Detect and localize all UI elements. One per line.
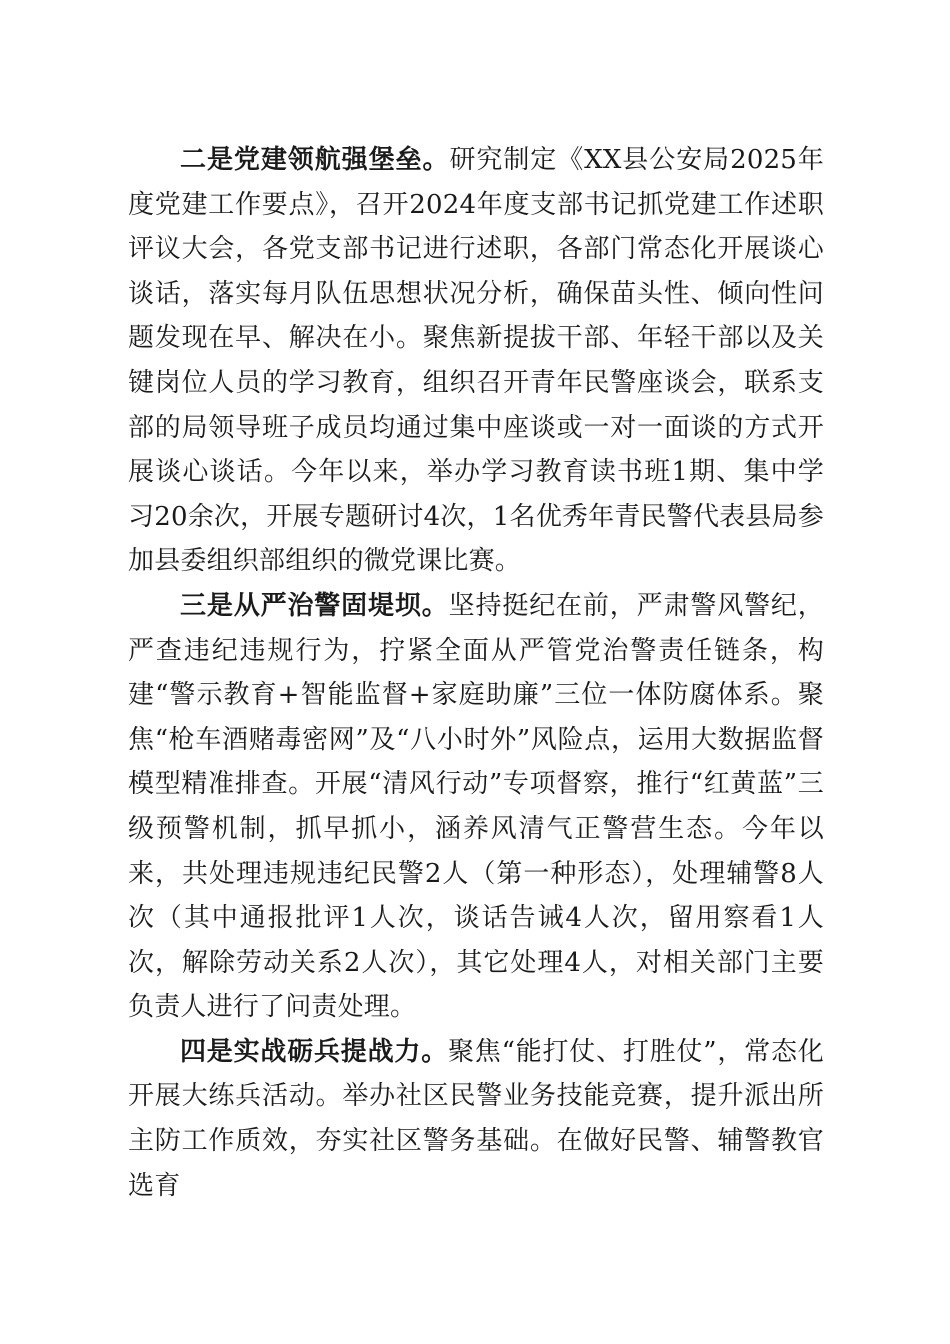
document-body	[128, 138, 824, 1208]
paragraph-party-building	[128, 138, 824, 584]
paragraph-strict-discipline	[128, 584, 824, 1030]
paragraph-heading: 三是从严治警固堤坝。	[180, 590, 449, 621]
paragraph-heading: 四是实战砺兵提战力。	[180, 1036, 448, 1067]
paragraph-text: 研究制定《XX县公安局2025年度党建工作要点》，召开2024年度支部书记抓党建工作述职评议大会，各党支部书记进行述职，各部门常态化开展谈心谈话，落实每月队伍思想状况分析，确保苗头性、倾向性问题发现在早、解决在小。聚焦新提拔干部、年轻干部以及关键岗位人员的学习教育，组织召开青年民警座谈会，联系支部的局领导班子成员均通过集中座谈或一对一面谈的方式开展谈心谈话。今年以来，举办学习教育读书班1期、集中学习20余次，开展专题研讨4次，1名优秀年青民警代表县局参加县委组织部组织的微党课比赛。	[128, 145, 824, 577]
paragraph-text: 聚焦“能打仗、打胜仗”，常态化开展大练兵活动。举办社区民警业务技能竞赛，提升派出所主防工作质效，夯实社区警务基础。在做好民警、辅警教官选育	[128, 1036, 824, 1201]
paragraph-combat-training	[128, 1030, 824, 1208]
paragraph-text: 坚持挺纪在前，严肃警风警纪，严查违纪违规行为，拧紧全面从严管党治警责任链条，构建“警示教育+智能监督+家庭助廉”三位一体防腐体系。聚焦“枪车酒赌毒密网”及“八小时外”风险点，运用大数据监督模型精准排查。开展“清风行动”专项督察，推行“红黄蓝”三级预警机制，抓早抓小，涵养风清气正警营生态。今年以来，共处理违规违纪民警2人（第一种形态），处理辅警8人次（其中通报批评1人次，谈话告诫4人次，留用察看1人次，解除劳动关系2人次），其它处理4人，对相关部门主要负责人进行了问责处理。	[128, 590, 824, 1023]
paragraph-heading: 二是党建领航强堡垒。	[180, 145, 450, 175]
